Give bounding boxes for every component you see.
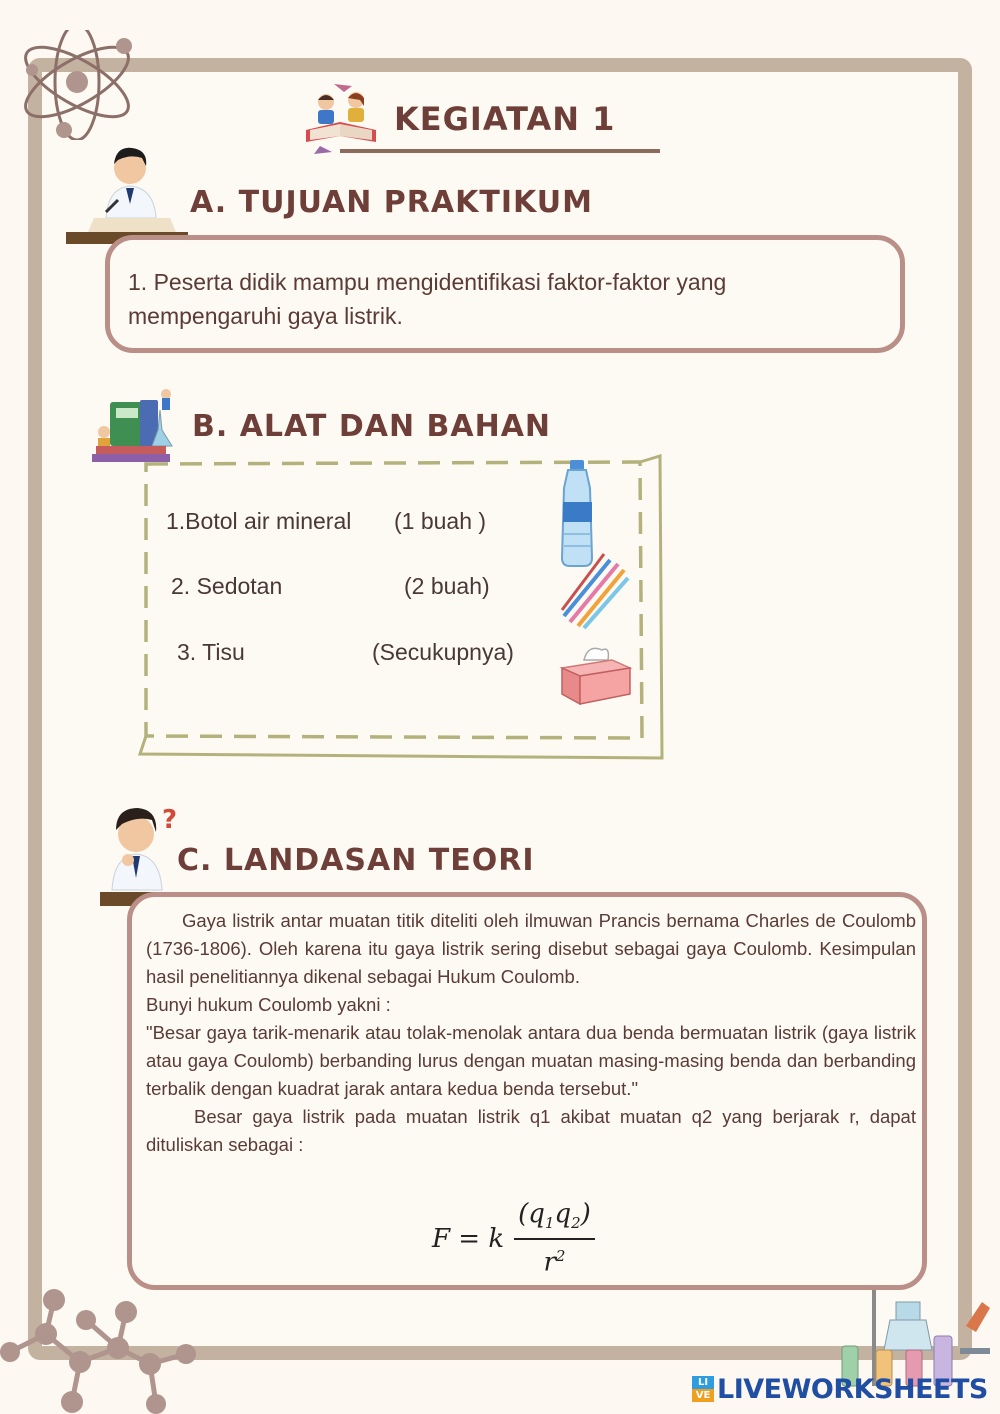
- live-badge: LI VE: [692, 1376, 714, 1404]
- section-a-heading: A. TUJUAN PRAKTIKUM: [190, 185, 593, 220]
- item-name: 2. Sedotan: [171, 573, 283, 599]
- lab-equipment-icon: [836, 1288, 996, 1388]
- straws-icon: [560, 550, 632, 630]
- item-name: 3. Tisu: [177, 639, 245, 665]
- formula-numerator: $(q_1q_2)$: [514, 1199, 595, 1240]
- page-title: KEGIATAN 1: [394, 100, 616, 138]
- liveworksheets-watermark: [692, 1374, 988, 1405]
- section-c-heading: C. LANDASAN TEORI: [177, 843, 535, 878]
- brand-text: LIVEWORKSHEETS: [717, 1374, 988, 1405]
- teori-box: [127, 892, 927, 1290]
- list-item: [171, 573, 282, 600]
- formula-lhs: F = k: [432, 1223, 505, 1254]
- atom-icon: [12, 30, 142, 140]
- tujuan-box: [105, 235, 905, 353]
- teori-paragraph: Besar gaya listrik pada muatan listrik q1 akibat muatan q2 yang berjarak r, dapat dituliskan sebagai :: [146, 1106, 916, 1155]
- list-item: [177, 639, 245, 666]
- section-b-heading: B. ALAT DAN BAHAN: [192, 409, 552, 444]
- molecule-icon: [0, 1282, 210, 1414]
- formula-denominator: $r^2$: [543, 1247, 566, 1278]
- tissue-box-icon: [558, 644, 634, 708]
- tujuan-text-line2: mempengaruhi gaya listrik.: [128, 303, 403, 329]
- item-name: 1.Botol air mineral: [166, 508, 352, 534]
- title-underline: [340, 149, 660, 153]
- students-reading-icon: [298, 82, 384, 158]
- student-writing-icon: [66, 142, 188, 246]
- teori-paragraph: Gaya listrik antar muatan titik diteliti oleh ilmuwan Prancis bernama Charles de Coulomb (1736-1806). Oleh karena itu gaya listrik sering disebut sebagai gaya Coulomb. Kesimpulan hasil penelitiannya dikenal sebagai Hukum Coulomb.: [146, 910, 916, 987]
- list-item-qty: (2 buah): [404, 573, 490, 599]
- teori-paragraph: "Besar gaya tarik-menarik atau tolak-menolak antara dua benda bermuatan listrik (gaya listrik atau gaya Coulomb) berbanding lurus dengan muatan masing-masing benda dan berbanding terbalik dengan kuadrat jarak antara kedua benda tersebut.": [146, 1022, 916, 1099]
- teori-paragraph: Bunyi hukum Coulomb yakni :: [146, 994, 391, 1015]
- svg-text:?: ?: [162, 805, 178, 835]
- tujuan-text-line1: 1. Peserta didik mampu mengidentifikasi faktor-faktor yang: [128, 269, 727, 295]
- coulomb-formula: [432, 1199, 595, 1279]
- list-item-qty: (1 buah ): [394, 508, 487, 534]
- list-item: [166, 508, 351, 535]
- list-item-qty: (Secukupnya): [372, 639, 514, 665]
